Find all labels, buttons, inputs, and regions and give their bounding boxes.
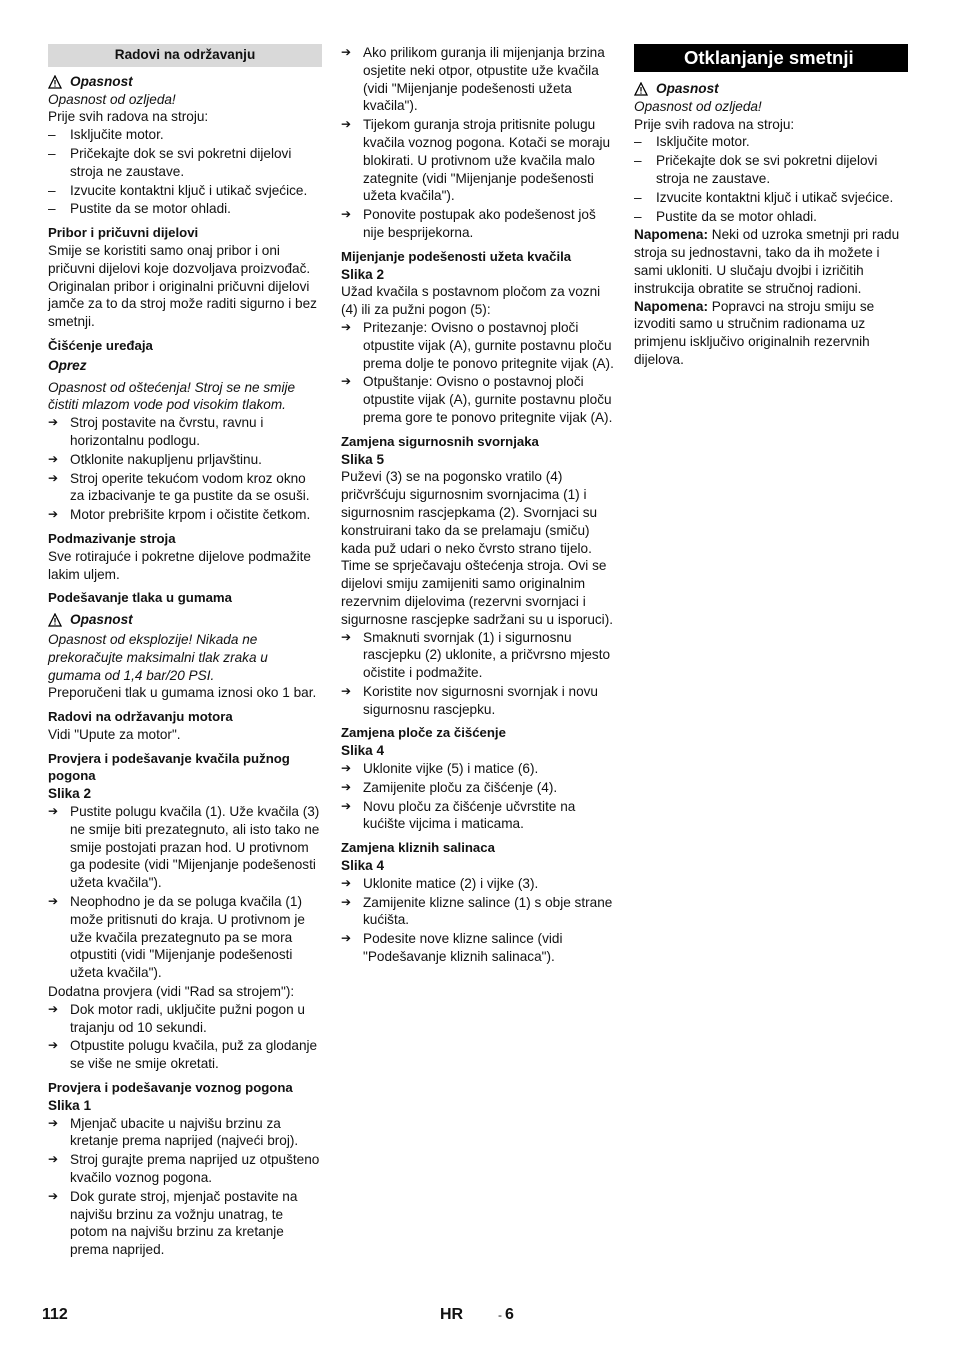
sub-page: 6 — [505, 1306, 514, 1323]
list-item: – Izvucite kontaktni ključ i utikač svjećice. — [634, 189, 908, 207]
list-item: – Isključite motor. — [634, 133, 908, 151]
list-item: ➔ Stroj gurajte prema naprijed uz otpušteno kvačilo voznog pogona. — [48, 1151, 322, 1187]
heading: Provjera i podešavanje voznog pogona — [48, 1080, 293, 1096]
note-label: Napomena: — [634, 227, 709, 243]
step-list — [341, 875, 615, 966]
paragraph: Sve rotirajuće i pokretne dijelove podmažite lakim uljem. — [48, 548, 311, 582]
column-right — [634, 44, 908, 369]
list-item: ➔ Ponovite postupak ako podešenost još nije besprijekorna. — [341, 206, 615, 242]
list-item: ➔ Otpustite polugu kvačila, puž za glodanje se više ne smije okretati. — [48, 1037, 322, 1073]
list-item: ➔ Zamijenite ploču za čišćenje (4). — [341, 779, 615, 797]
list-item: ➔ Dok motor radi, uključite pužni pogon u trajanju od 10 sekundi. — [48, 1001, 322, 1037]
warning-text: Opasnost od ozljeda! — [48, 91, 176, 107]
figure-ref: Slika 1 — [48, 1097, 92, 1113]
step-list — [48, 414, 322, 524]
list-item: ➔ Pustite polugu kvačila (1). Uže kvačila (3) ne smije biti prezategnuto, ali isto tako ne smije postojati prazan hod. U protivnom ga podesite (vidi "Mijenjanje podešenosti užeta kvačila"). — [48, 803, 322, 892]
list-item: ➔ Otklonite nakupljenu prljavštinu. — [48, 451, 322, 469]
separator: - — [498, 1308, 502, 1322]
note-text: Popravci na stroju smiju se izvoditi samo u stručnim radionama uz primjenu isključivo originalnih rezervnih dijelova. — [634, 298, 875, 367]
danger-warning — [48, 611, 322, 629]
warning-triangle-icon — [634, 82, 648, 96]
intro-text: Prije svih radova na stroju: — [634, 116, 795, 132]
chapter-title: Otklanjanje smetnji — [634, 44, 908, 72]
column-middle — [341, 44, 615, 967]
step-list — [341, 760, 615, 833]
list-item: ➔ Zamijenite klizne salince (1) s obje strane kućišta. — [341, 894, 615, 930]
column-left — [48, 44, 322, 1260]
section-title: Radovi na održavanju — [48, 44, 322, 67]
list-item: ➔ Stroj operite tekućom vodom kroz okno za izbacivanje te ga pustite da se osuši. — [48, 470, 322, 506]
figure-ref: Slika 4 — [341, 858, 385, 874]
list-item: – Pričekajte dok se svi pokretni dijelovi stroja ne zaustave. — [634, 152, 908, 188]
heading: Podešavanje tlaka u gumama — [48, 590, 232, 606]
list-item: ➔ Smaknuti svornjak (1) i sigurnosnu rascjepku (2) uklonite, a pričvrsno mjesto očistite i podmažite. — [341, 629, 615, 682]
heading: Provjera i podešavanje kvačila pužnog pogona — [48, 750, 290, 784]
note-paragraph — [634, 226, 908, 297]
caution-text: Opasnost od oštećenja! Stroj se ne smije čistiti mlazom vode pod visokim tlakom. — [48, 379, 296, 413]
caution-label: Oprez — [48, 357, 87, 373]
warning-text: Opasnost od eksplozije! Nikada ne prekoračujte maksimalni tlak zraka u gumama od 1,4 bar/20 PSI. — [48, 631, 268, 683]
paragraph: Preporučeni tlak u gumama iznosi oko 1 bar. — [48, 685, 317, 701]
page-number: 112 — [42, 1306, 68, 1323]
step-list — [48, 803, 322, 982]
list-item: ➔ Podesite nove klizne salince (vidi "Podešavanje kliznih salinaca"). — [341, 930, 615, 966]
step-list — [48, 1001, 322, 1073]
heading: Mijenjanje podešenosti užeta kvačila — [341, 248, 572, 264]
list-item: ➔ Motor prebrišite krpom i očistite četkom. — [48, 506, 322, 524]
list-item: ➔ Otpuštanje: Ovisno o postavnoj ploči otpustite vijak (A), gurnite postavnu ploču prema gore te ponovo pritegnite vijak (A). — [341, 373, 615, 426]
list-item: – Isključite motor. — [48, 126, 322, 144]
paragraph: Puževi (3) se na pogonsko vratilo (4) pričvršćuju sigurnosnim svornjacima (1) i sigurnosnim rascjepkama (2). Svornjaci su konstruirani tako da se prelamaju (smiču) kada puž udari o neko čvrsto strano tijelo. Time se sprječavaju oštećenja stroja. Ovi se dijelovi smiju zamijeniti samo originalnim rezervnim dijelovima (rezervni svornjaci i sigurnosne rascjepke sadržani su u isporuci). — [341, 469, 614, 627]
heading: Zamjena sigurnosnih svornjaka — [341, 433, 539, 449]
figure-ref: Slika 4 — [341, 743, 385, 759]
step-list — [48, 1115, 322, 1259]
step-list — [341, 44, 615, 242]
warning-text: Opasnost od ozljeda! — [634, 98, 762, 114]
intro-text: Prije svih radova na stroju: — [48, 109, 209, 125]
warning-label: Opasnost — [656, 81, 719, 96]
figure-ref: Slika 2 — [48, 786, 92, 802]
list-item: ➔ Mjenjač ubacite u najvišu brzinu za kretanje prema naprijed (najveći broj). — [48, 1115, 322, 1151]
warning-triangle-icon — [48, 613, 62, 627]
step-list — [341, 629, 615, 719]
list-item: ➔ Stroj postavite na čvrstu, ravnu i horizontalnu podlogu. — [48, 414, 322, 450]
list-item: – Pričekajte dok se svi pokretni dijelovi stroja ne zaustave. — [48, 145, 322, 181]
list-item: ➔ Novu ploču za čišćenje učvrstite na kućište vijcima i maticama. — [341, 798, 615, 834]
list-item: ➔ Dok gurate stroj, mjenjač postavite na najvišu brzinu za vožnju unatrag, te potom na najvišu brzinu za kretanje prema naprijed. — [48, 1188, 322, 1259]
heading: Pribor i pričuvni dijelovi — [48, 225, 199, 241]
paragraph: Dodatna provjera (vidi "Rad sa strojem"): — [48, 984, 295, 1000]
note-text: Neki od uzroka smetnji pri radu stroja su jednostavni, tako da ih možete i sami ukloniti. U slučaju dvojbi i izričitih instrukcija obratite se stručnoj radioni. — [634, 227, 900, 296]
list-item: – Pustite da se motor ohladi. — [634, 208, 908, 226]
note-paragraph — [634, 298, 908, 369]
list-item: ➔ Neophodno je da se poluga kvačila (1) može pritisnuti do kraja. U protivnom je uže kvačila prezategnuto pa se mora otpustiti (vidi "Mijenjanje podešenosti užeta kvačila"). — [48, 893, 322, 982]
language-code: HR — [440, 1306, 464, 1323]
list-item: ➔ Tijekom guranja stroja pritisnite polugu kvačila voznog pogona. Kotači se moraju blokirati. U protivnom uže kvačila malo zategnite (vidi "Mijenjanje podešenosti užeta kvačila"). — [341, 116, 615, 205]
list-item: ➔ Ako prilikom guranja ili mijenjanja brzina osjetite neki otpor, otpustite uže kvačila (vidi "Mijenjanje podešenosti užeta kvačila"). — [341, 44, 615, 115]
safety-list — [48, 126, 322, 218]
list-item: ➔ Pritezanje: Ovisno o postavnoj ploči otpustite vijak (A), gurnite postavnu ploču prema dolje te ponovo pritegnite vijak (A). — [341, 319, 615, 372]
list-item: ➔ Uklonite vijke (5) i matice (6). — [341, 760, 615, 778]
step-list — [341, 319, 615, 427]
heading: Zamjena ploče za čišćenje — [341, 725, 506, 741]
figure-ref: Slika 2 — [341, 266, 385, 282]
section-page-number — [498, 1306, 514, 1325]
figure-ref: Slika 5 — [341, 451, 385, 467]
list-item: ➔ Koristite nov sigurnosni svornjak i novu sigurnosnu rascjepku. — [341, 683, 615, 719]
warning-label: Opasnost — [70, 612, 133, 628]
page-footer — [0, 1306, 954, 1330]
safety-list — [634, 133, 908, 225]
heading: Čišćenje uređaja — [48, 337, 153, 353]
paragraph: Vidi "Upute za motor". — [48, 726, 181, 742]
heading: Podmazivanje stroja — [48, 530, 176, 546]
heading: Zamjena kliznih salinaca — [341, 840, 495, 856]
list-item: – Pustite da se motor ohladi. — [48, 200, 322, 218]
danger-warning — [634, 80, 908, 98]
danger-warning — [48, 73, 322, 91]
paragraph: Smije se koristiti samo onaj pribor i oni pričuvni dijelovi koje dozvoljava proizvođač. Originalan pribor i originalni pričuvni dijelovi jamče za to da stroj može raditi sigurno i bez smetnji. — [48, 242, 317, 330]
warning-triangle-icon — [48, 75, 62, 89]
warning-label: Opasnost — [70, 73, 133, 89]
note-label: Napomena: — [634, 298, 709, 314]
list-item: – Izvucite kontaktni ključ i utikač svjećice. — [48, 182, 322, 200]
heading: Radovi na održavanju motora — [48, 709, 233, 725]
list-item: ➔ Uklonite matice (2) i vijke (3). — [341, 875, 615, 893]
paragraph: Užad kvačila s postavnom pločom za vozni (4) ili za pužni pogon (5): — [341, 284, 601, 318]
